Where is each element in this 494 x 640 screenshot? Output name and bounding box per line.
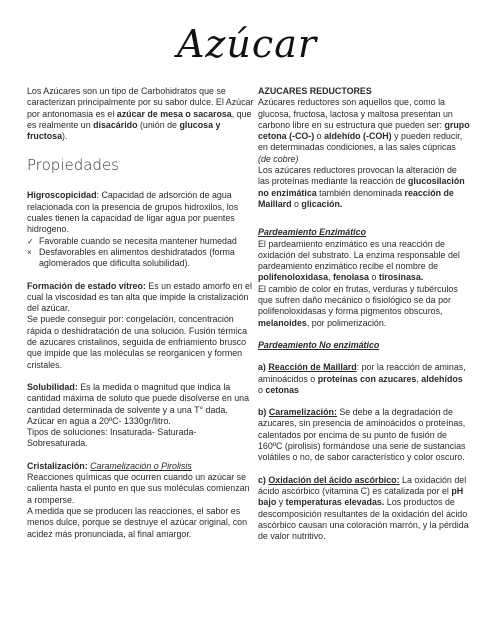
list-item: ✓ Favorable cuando se necesita mantener humedad bbox=[27, 235, 237, 246]
check-icon: ✓ bbox=[27, 236, 34, 246]
cristalizacion-paragraph: Reacciones químicas que ocurren cuando un azúcar se calienta hasta el punto en que sus moléculas comienzan a romperse. bbox=[27, 472, 250, 505]
list-item: × Desfavorables en alimentos deshidratados (forma aglomerados que dificulta solubilidad). bbox=[27, 246, 235, 269]
vitreo-paragraph: Formación de estado vítreo: Es un estado amorfo en el cual la viscosidad es tan alta que impide la cristalización del azúcar. bbox=[27, 280, 252, 314]
left-column bbox=[27, 86, 255, 540]
solubilidad-paragraph-2: Tipos de soluciones: Insaturada- Saturada- Sobresaturada. bbox=[27, 427, 197, 449]
enzimatico-heading: Pardeamiento Enzimático bbox=[258, 227, 367, 238]
vitreo-paragraph-2: Se puede conseguir por: congelación, concentración rápida o deshidratación de una solución. Fusión térmica de azucares cristalinos, seguida de enfriamiento brusco que impide que las moléculas se reorganicen y formen cristales. bbox=[27, 314, 248, 370]
reductores-paragraph: Azúcares reductores son aquellos que, como la glucosa, fructosa, lactosa y maltosa presentan un carbono libre en su estructura que pueden ser: grupo cetona (-CO-) o aldehído (-COH) y pueden reducir, en determinadas condiciones, a las sales cúpricas (de cobre) bbox=[258, 97, 470, 164]
section-heading-propiedades: Propiedades bbox=[27, 156, 119, 175]
higroscopicidad-label: Higroscopicidad bbox=[27, 190, 97, 201]
cristalizacion-heading: Cristalización: Caramelización o Pirolisis bbox=[27, 460, 192, 471]
enzimatico-paragraph: El pardeamiento enzimático es una reacción de oxidación del substrato. La enzima responsable del pardeamiento enzimático recibe el nombre de polifenoloxidasa, fenolasa o tirosinasa. bbox=[258, 238, 460, 283]
no-enzimatico-heading: Pardeamiento No enzimático bbox=[258, 339, 380, 350]
higroscopicidad-paragraph: Higroscopicidad: Capacidad de adsorción de agua relacionada con la presencia de grupos hidroxilos, los cuales tienen la capacidad de ligar agua por puentes hidrogeno. bbox=[27, 190, 239, 235]
solubilidad-label: Solubilidad: bbox=[27, 381, 78, 392]
enzimatico-paragraph-2: El cambio de color en frutas, verduras y tubérculos que sufren daño mecánico o fisiológico se da por polifenoloxidasas y forma pigmentos obscuros, melanoides, por polimerización. bbox=[258, 283, 458, 328]
page-title: Azúcar bbox=[176, 22, 318, 66]
oxidacion-paragraph: c) Oxidación del ácido ascórbico: La oxidación del ácido ascórbico (vitamina C) es catalizada por el pH bajo y temperaturas elevadas. Los productos de descomposición resultantes de la oxidación del ácido ascórbico causan una coloración marrón, y la pérdida de valor nutritivo. bbox=[258, 474, 469, 542]
reductores-heading: AZUCARES REDUCTORES bbox=[258, 86, 372, 96]
solubilidad-paragraph: Solubilidad: Es la medida o magnitud que indica la cantidad máxima de soluto que puede disolverse en una cantidad determinada de solvente y a una T° dada. Azúcar en agua a 20ºC- 1330gr/litro. bbox=[27, 381, 250, 426]
maillard-paragraph: a) Reacción de Maillard: por la reacción de aminas, aminoácidos o proteínas con azucares, aldehídos o cetonas bbox=[258, 362, 466, 395]
cross-icon: × bbox=[27, 247, 32, 257]
reductores-paragraph-2: Los azúcares reductores provocan la alteración de las proteínas mediante la reacción de glucosilación no enzimática también denominada reacción de Maillard o glicación. bbox=[258, 165, 465, 209]
caramelizacion-paragraph: b) Caramelización: Se debe a la degradación de azucares, sin presencia de aminoácidos o proteínas, calentados por encima de su punto de fusión de 160ºC (pirolisis) formándose una serie de sustancias volátiles o no, de sabor característico y color oscuro. bbox=[258, 407, 466, 463]
intro-paragraph: Los Azúcares son un tipo de Carbohidratos que se caracterizan principalmente por su sabor dulce. El Azúcar por antonomasia es el azúcar de mesa o sacarosa, que es realmente un disacárido (unión de glucosa y fructosa). bbox=[27, 86, 254, 142]
right-column bbox=[258, 86, 470, 542]
cristalizacion-paragraph-2: A medida que se producen las reacciones, el sabor es menos dulce, porque se destruye el azúcar original, con acidez más pronunciada, al final amargor. bbox=[27, 505, 248, 539]
vitreo-label: Formación de estado vítreo: bbox=[27, 280, 146, 291]
